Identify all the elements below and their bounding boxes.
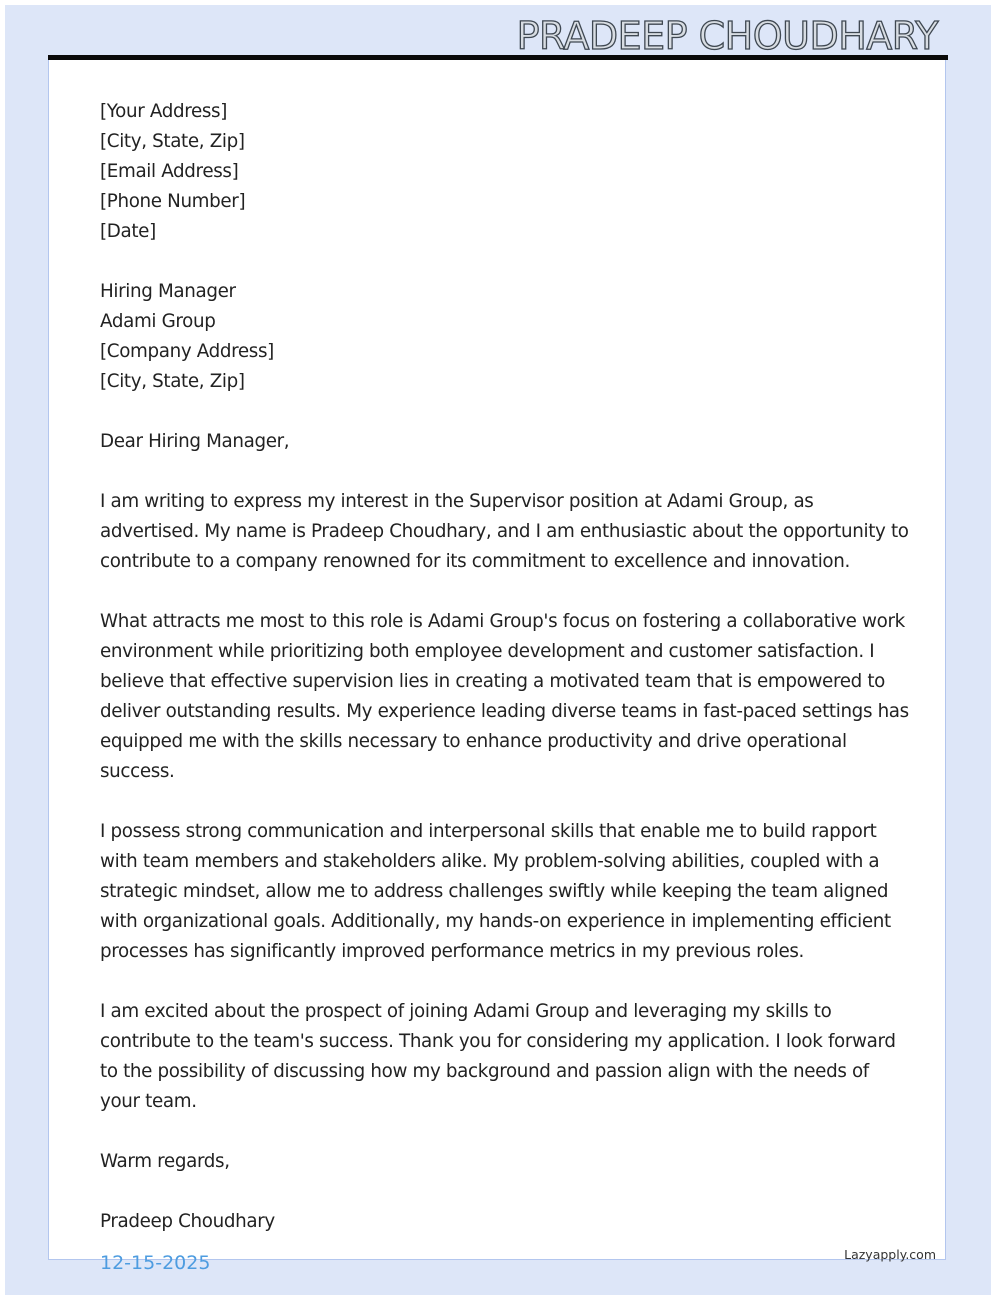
signature: Pradeep Choudhary [100, 1211, 275, 1232]
body-paragraph-4: I am excited about the prospect of joining Adami Group and leveraging my skills to contribute to the team's success. Thank you for considering my application. I look forward to the possibility of discussing how my background and passion align with the needs of your team. [100, 1001, 896, 1112]
sender-date: [Date] [100, 221, 156, 242]
sender-city-state-zip: [City, State, Zip] [100, 131, 245, 152]
body-paragraph-3: I possess strong communication and interpersonal skills that enable me to build rapport with team members and stakeholders alike. My problem-solving abilities, coupled with a strategic mindset, allow me to address challenges swiftly while keeping the team aligned with organizational goals. Additionally, my hands-on experience in implementing efficient processes has significantly improved performance metrics in my previous roles. [100, 821, 891, 962]
recipient-city-state-zip: [City, State, Zip] [100, 371, 245, 392]
recipient-company: Adami Group [100, 311, 216, 332]
recipient-block [100, 277, 910, 397]
sender-email: [Email Address] [100, 161, 239, 182]
body-paragraph-1: I am writing to express my interest in the Supervisor position at Adami Group, as advertised. My name is Pradeep Choudhary, and I am enthusiastic about the opportunity to contribute to a company renowned for its commitment to excellence and innovation. [100, 491, 909, 572]
applicant-name-heading: PRADEEP CHOUDHARY [516, 14, 938, 58]
letter-body [100, 97, 910, 1267]
sender-phone: [Phone Number] [100, 191, 246, 212]
sender-address: [Your Address] [100, 101, 228, 122]
body-paragraph-2: What attracts me most to this role is Adami Group's focus on fostering a collaborative work environment while prioritizing both employee development and customer satisfaction. I believe that effective supervision lies in creating a motivated team that is empowered to deliver outstanding results. My experience leading diverse teams in fast-paced settings has equipped me with the skills necessary to enhance productivity and drive operational success. [100, 611, 909, 782]
recipient-address: [Company Address] [100, 341, 274, 362]
sender-block [100, 97, 910, 247]
footer-date: 12-15-2025 [100, 1252, 211, 1274]
recipient-title: Hiring Manager [100, 281, 236, 302]
salutation: Dear Hiring Manager, [100, 431, 290, 452]
watermark: Lazyapply.com [844, 1247, 936, 1262]
closing: Warm regards, [100, 1151, 230, 1172]
